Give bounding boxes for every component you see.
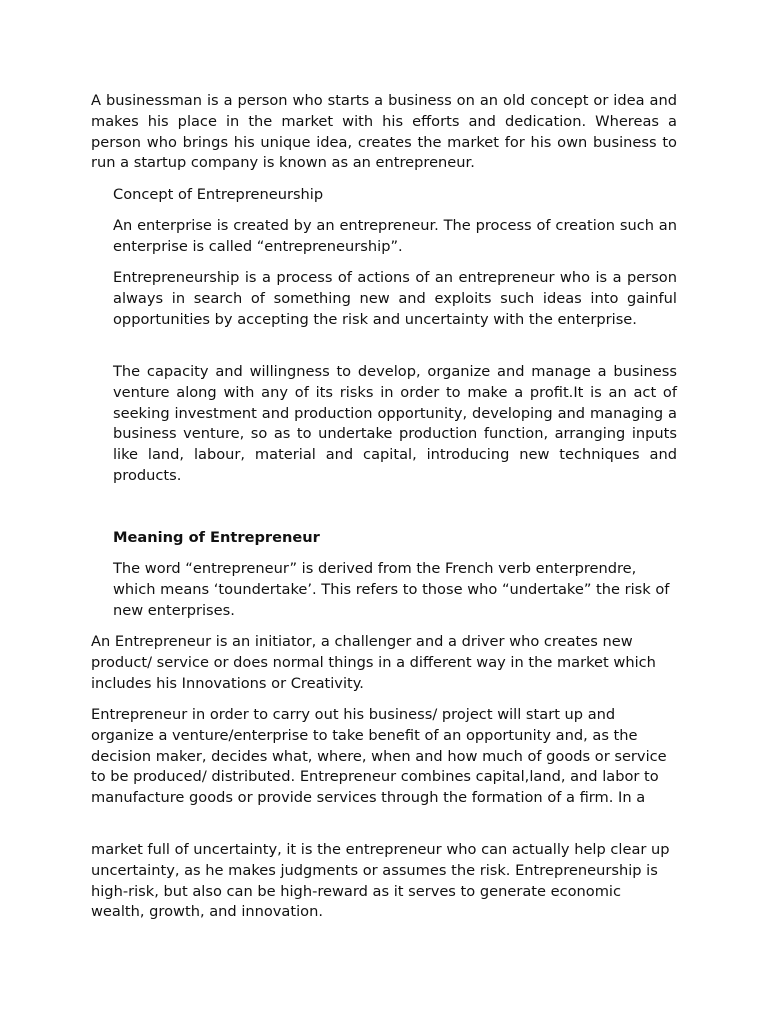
concept-paragraph-1: An enterprise is created by an entrepreneur. The process of creation such an enterprise is called “entrepreneurship”.	[113, 217, 677, 255]
concept-paragraph-2: Entrepreneurship is a process of actions of an entrepreneur who is a person always in search of something new and exploits such ideas into gainful opportunities by accepting the risk and uncertainty with the enterprise.	[113, 269, 677, 328]
market-paragraph: market full of uncertainty, it is the entrepreneur who can actually help clear up uncertainty, as he makes judgments or assumes the risk. Entrepreneurship is high-risk, but also can be high-reward as it serves to generate economic wealth, growth, and innovation.	[91, 841, 670, 921]
concept-paragraph-3: The capacity and willingness to develop, organize and manage a business venture along with any of its risks in order to make a profit.It is an act of seeking investment and production opportunity, developing and managing a business venture, so as to undertake production function, arranging inputs like land, labour, material and capital, introducing new techniques and products.	[113, 363, 677, 484]
startup-paragraph: Entrepreneur in order to carry out his business/ project will start up and organize a venture/enterprise to take benefit of an opportunity and, as the decision maker, decides what, where, when and how much of goods or service to be produced/ distributed. Entrepreneur combines capital,land, and labor to manufacture goods or provide services through the formation of a firm. In a	[91, 706, 667, 807]
meaning-heading: Meaning of Entrepreneur	[113, 529, 320, 546]
concept-heading: Concept of Entrepreneurship	[113, 186, 324, 203]
meaning-paragraph: The word “entrepreneur” is derived from the French verb enterprendre, which means ‘toundertake’. This refers to those who “undertake” the risk of new enterprises.	[113, 560, 670, 619]
intro-paragraph: A businessman is a person who starts a business on an old concept or idea and makes his place in the market with his efforts and dedication. Whereas a person who brings his unique idea, creates the market for his own business to run a startup company is known as an entrepreneur.	[91, 92, 677, 172]
initiator-paragraph: An Entrepreneur is an initiator, a challenger and a driver who creates new product/ service or does normal things in a different way in the market which includes his Innovations or Creativity.	[91, 633, 656, 692]
